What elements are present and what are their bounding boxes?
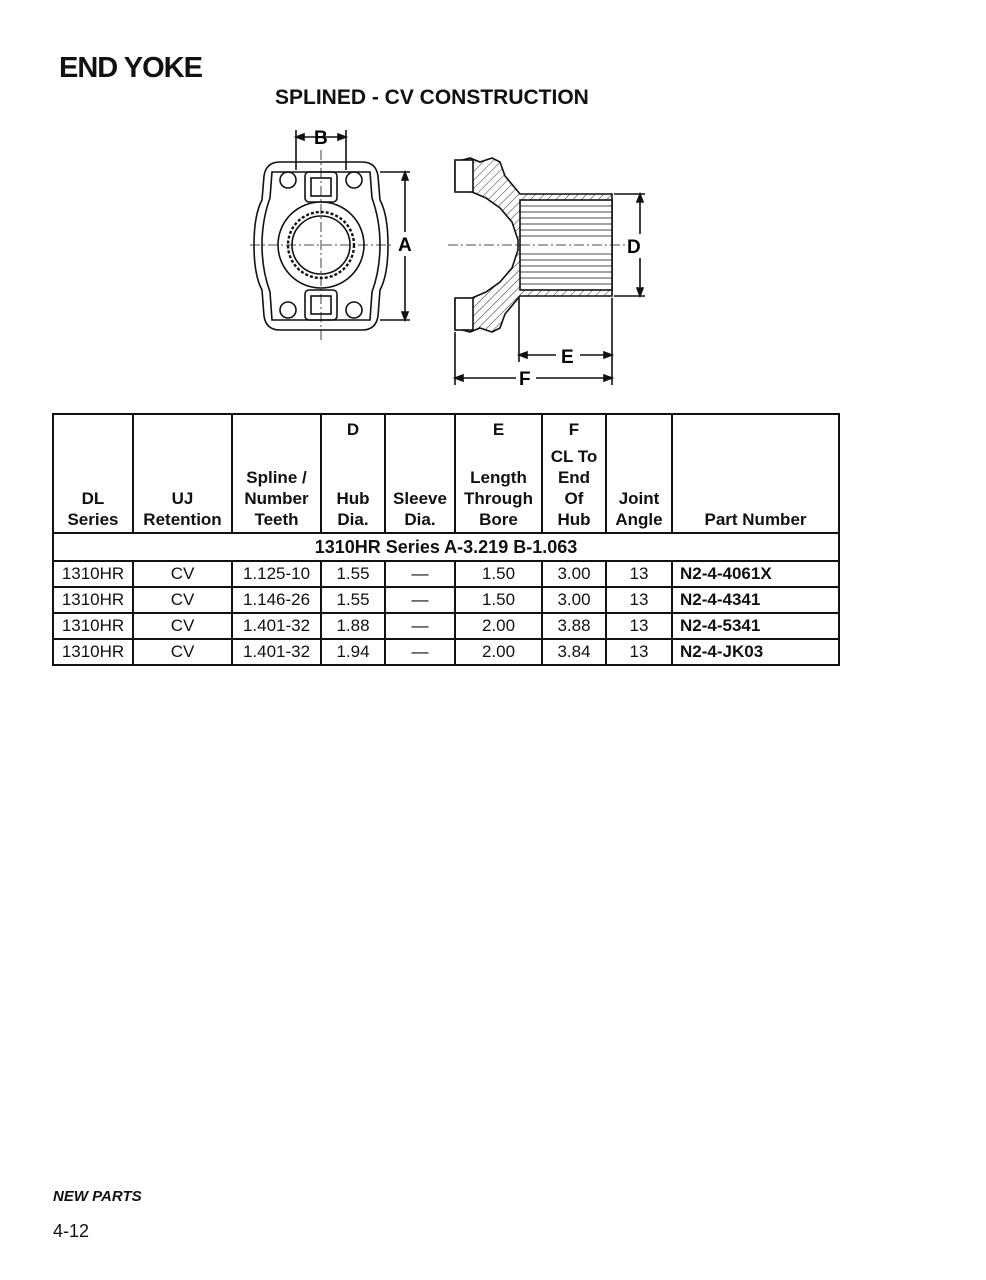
column-header-line: Joint [618, 489, 660, 508]
dim-label-e: E [561, 347, 574, 368]
column-header-line: CL To [550, 447, 598, 466]
page-subtitle: SPLINED - CV CONSTRUCTION [275, 86, 589, 109]
table-cell: 13 [606, 561, 672, 587]
column-header-line: Angle [615, 510, 663, 529]
table-cell: 3.00 [542, 561, 606, 587]
column-header [606, 414, 672, 533]
table-cell: 1310HR [53, 613, 133, 639]
table-cell: — [385, 561, 455, 587]
part-number-cell: N2-4-4341 [672, 587, 839, 613]
table-cell: 3.00 [542, 587, 606, 613]
table-cell: 1.88 [321, 613, 385, 639]
part-number-cell: N2-4-5341 [672, 613, 839, 639]
column-header-line: Length [470, 468, 527, 487]
column-header [133, 414, 232, 533]
column-header-line: Number [244, 489, 309, 508]
page-number: 4-12 [53, 1221, 90, 1241]
table-cell: — [385, 587, 455, 613]
table-cell: 3.84 [542, 639, 606, 665]
column-header-line: Sleeve [393, 489, 447, 508]
column-header-line: Teeth [254, 510, 299, 529]
column-header-line: Dia. [337, 510, 369, 529]
column-header [542, 414, 606, 533]
dim-label-a: A [398, 235, 412, 256]
column-header-line: Hub [336, 489, 370, 508]
column-header-line: Part Number [704, 510, 807, 529]
footer-new-parts: NEW PARTS [53, 1188, 142, 1205]
table-cell: 1.146-26 [232, 587, 321, 613]
column-header-letter: E [492, 420, 505, 439]
end-yoke-drawing [0, 0, 986, 400]
part-number-cell: N2-4-JK03 [672, 639, 839, 665]
dim-label-b: B [314, 128, 328, 149]
column-header [53, 414, 133, 533]
series-row-label: 1310HR Series A-3.219 B-1.063 [53, 533, 839, 561]
table-cell: 2.00 [455, 613, 542, 639]
column-header-line: DL [81, 489, 105, 508]
page-title: END YOKE [59, 52, 202, 84]
column-header [232, 414, 321, 533]
table-cell: — [385, 639, 455, 665]
column-header-line: Bore [479, 510, 518, 529]
table-row [53, 587, 839, 613]
table-cell: 1310HR [53, 639, 133, 665]
column-header-letter: D [346, 420, 360, 439]
table-cell: 1.50 [455, 587, 542, 613]
table-cell: 1.401-32 [232, 639, 321, 665]
table-cell: 13 [606, 587, 672, 613]
column-header-line: Hub [557, 510, 591, 529]
table-cell: 1310HR [53, 587, 133, 613]
table-cell: 13 [606, 613, 672, 639]
table-cell: 1.94 [321, 639, 385, 665]
side-section-view [448, 158, 645, 385]
column-header-line: UJ [171, 489, 194, 508]
table-cell: CV [133, 639, 232, 665]
table-cell: — [385, 613, 455, 639]
table-cell: 1310HR [53, 561, 133, 587]
table-cell: 1.55 [321, 561, 385, 587]
series-row [53, 533, 839, 561]
table-cell: 2.00 [455, 639, 542, 665]
table-cell: CV [133, 561, 232, 587]
column-header [385, 414, 455, 533]
table-row [53, 561, 839, 587]
column-header [455, 414, 542, 533]
part-number-cell: N2-4-4061X [672, 561, 839, 587]
table-cell: 13 [606, 639, 672, 665]
column-header [672, 414, 839, 533]
table-header-row [53, 414, 839, 533]
table-cell: CV [133, 613, 232, 639]
dim-label-d: D [627, 237, 641, 258]
column-header-line: Through [464, 489, 533, 508]
table-cell: 1.50 [455, 561, 542, 587]
column-header [321, 414, 385, 533]
column-header-line: Dia. [404, 510, 436, 529]
table-cell: 1.401-32 [232, 613, 321, 639]
column-header-line: Spline / [246, 468, 307, 487]
column-header-line: Of [564, 489, 584, 508]
table-row [53, 613, 839, 639]
dim-label-f: F [519, 369, 531, 390]
column-header-letter: F [568, 420, 580, 439]
table-row [53, 639, 839, 665]
spec-table [52, 413, 840, 666]
column-header-line: End [557, 468, 591, 487]
table-cell: 1.55 [321, 587, 385, 613]
table-cell: CV [133, 587, 232, 613]
column-header-line: Series [67, 510, 119, 529]
table-cell: 1.125-10 [232, 561, 321, 587]
front-view [250, 130, 410, 340]
table-cell: 3.88 [542, 613, 606, 639]
column-header-line: Retention [143, 510, 222, 529]
